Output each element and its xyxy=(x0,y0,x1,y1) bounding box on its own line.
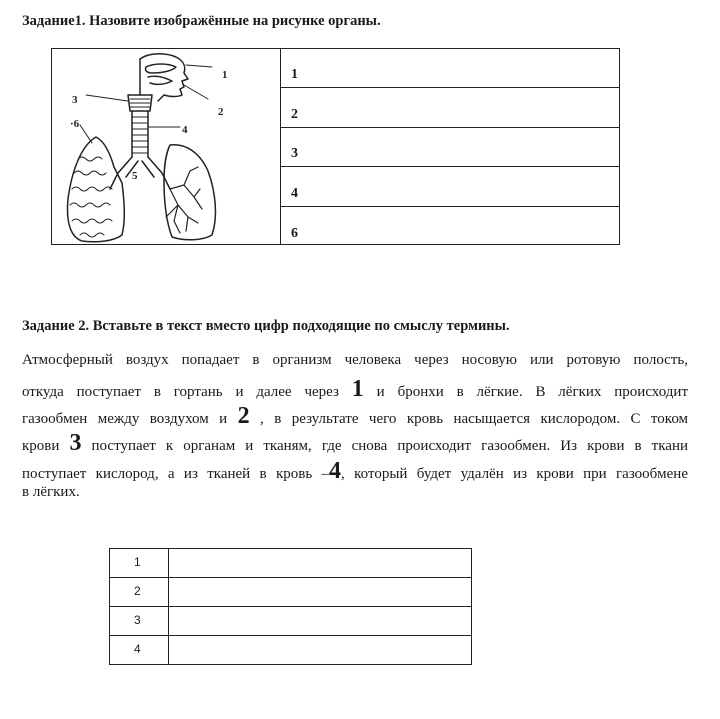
answer-row-6[interactable] xyxy=(281,207,619,246)
lungs-illustration xyxy=(52,49,279,244)
row-number: 2 xyxy=(110,578,169,606)
text-fragment: , в результате чего кровь насыщается кислородом. С током xyxy=(260,411,689,427)
text-fragment: и бронхи в лёгкие. В лёгких происходит xyxy=(376,384,689,400)
text-line-3 xyxy=(22,403,688,430)
row-number: 2 xyxy=(291,106,298,122)
text-line-4 xyxy=(22,430,688,457)
respiratory-system-diagram xyxy=(52,49,281,244)
diagram-label-3: 3 xyxy=(72,94,78,106)
answer-cell-1[interactable] xyxy=(169,549,471,577)
text-line-6: в лёгких. xyxy=(22,484,80,500)
diagram-label-1: 1 xyxy=(222,69,228,81)
task1-table xyxy=(51,48,620,245)
answer-row xyxy=(110,607,471,636)
answer-row-2[interactable] xyxy=(281,88,619,127)
answer-cell-2[interactable] xyxy=(169,578,471,606)
trachea-outline xyxy=(132,111,148,157)
oral-cavity-outline xyxy=(145,64,176,73)
row-number: 3 xyxy=(110,607,169,635)
text-fragment: газообмен между воздухом и xyxy=(22,411,228,427)
row-number: 1 xyxy=(110,549,169,577)
row-number: 3 xyxy=(291,146,298,162)
text-fragment: поступает кислород, а из тканей в кровь – xyxy=(22,466,330,482)
diagram-label-4: 4 xyxy=(182,124,188,136)
bronchi-outline xyxy=(110,157,170,189)
row-number: 6 xyxy=(291,225,298,241)
text-line-1: Атмосферный воздух попадает в организм человека через носовую или ротовую полость, xyxy=(22,352,688,368)
text-fragment: откуда поступает в гортань и далее через xyxy=(22,384,339,400)
text-line-2 xyxy=(22,376,688,403)
answer-cell-4[interactable] xyxy=(169,636,471,665)
row-number: 4 xyxy=(291,185,298,201)
row-number: 1 xyxy=(291,67,298,83)
diagram-label-2: 2 xyxy=(218,106,224,118)
answer-row xyxy=(110,549,471,578)
task2-title: Задание 2. Вставьте в текст вместо цифр подходящие по смыслу термины. xyxy=(22,318,510,334)
blank-2: 2 xyxy=(237,403,250,429)
answer-row-1[interactable] xyxy=(281,49,619,88)
blank-3: 3 xyxy=(69,430,82,456)
task2-answer-table xyxy=(109,548,472,665)
task1-title: Задание1. Назовите изображённые на рисунке органы. xyxy=(22,13,381,29)
text-line-5 xyxy=(22,458,688,485)
text-fragment: крови xyxy=(22,438,60,454)
answer-row xyxy=(110,578,471,607)
answer-cell-3[interactable] xyxy=(169,607,471,635)
blank-4: 4 xyxy=(329,458,342,484)
diagram-label-5: 5 xyxy=(132,170,138,182)
answer-row-3[interactable] xyxy=(281,128,619,167)
diagram-label-6: ·6 xyxy=(70,118,80,130)
blank-1: 1 xyxy=(351,376,364,402)
text-fragment: , который будет удалён из крови при газообмене xyxy=(341,466,688,482)
answer-row xyxy=(110,636,471,665)
answer-row-4[interactable] xyxy=(281,167,619,206)
nasal-cavity-outline xyxy=(140,54,188,97)
row-number: 4 xyxy=(110,636,169,665)
text-fragment: поступает к органам и тканям, где снова происходит газообмен. Из крови в ткани xyxy=(91,438,689,454)
